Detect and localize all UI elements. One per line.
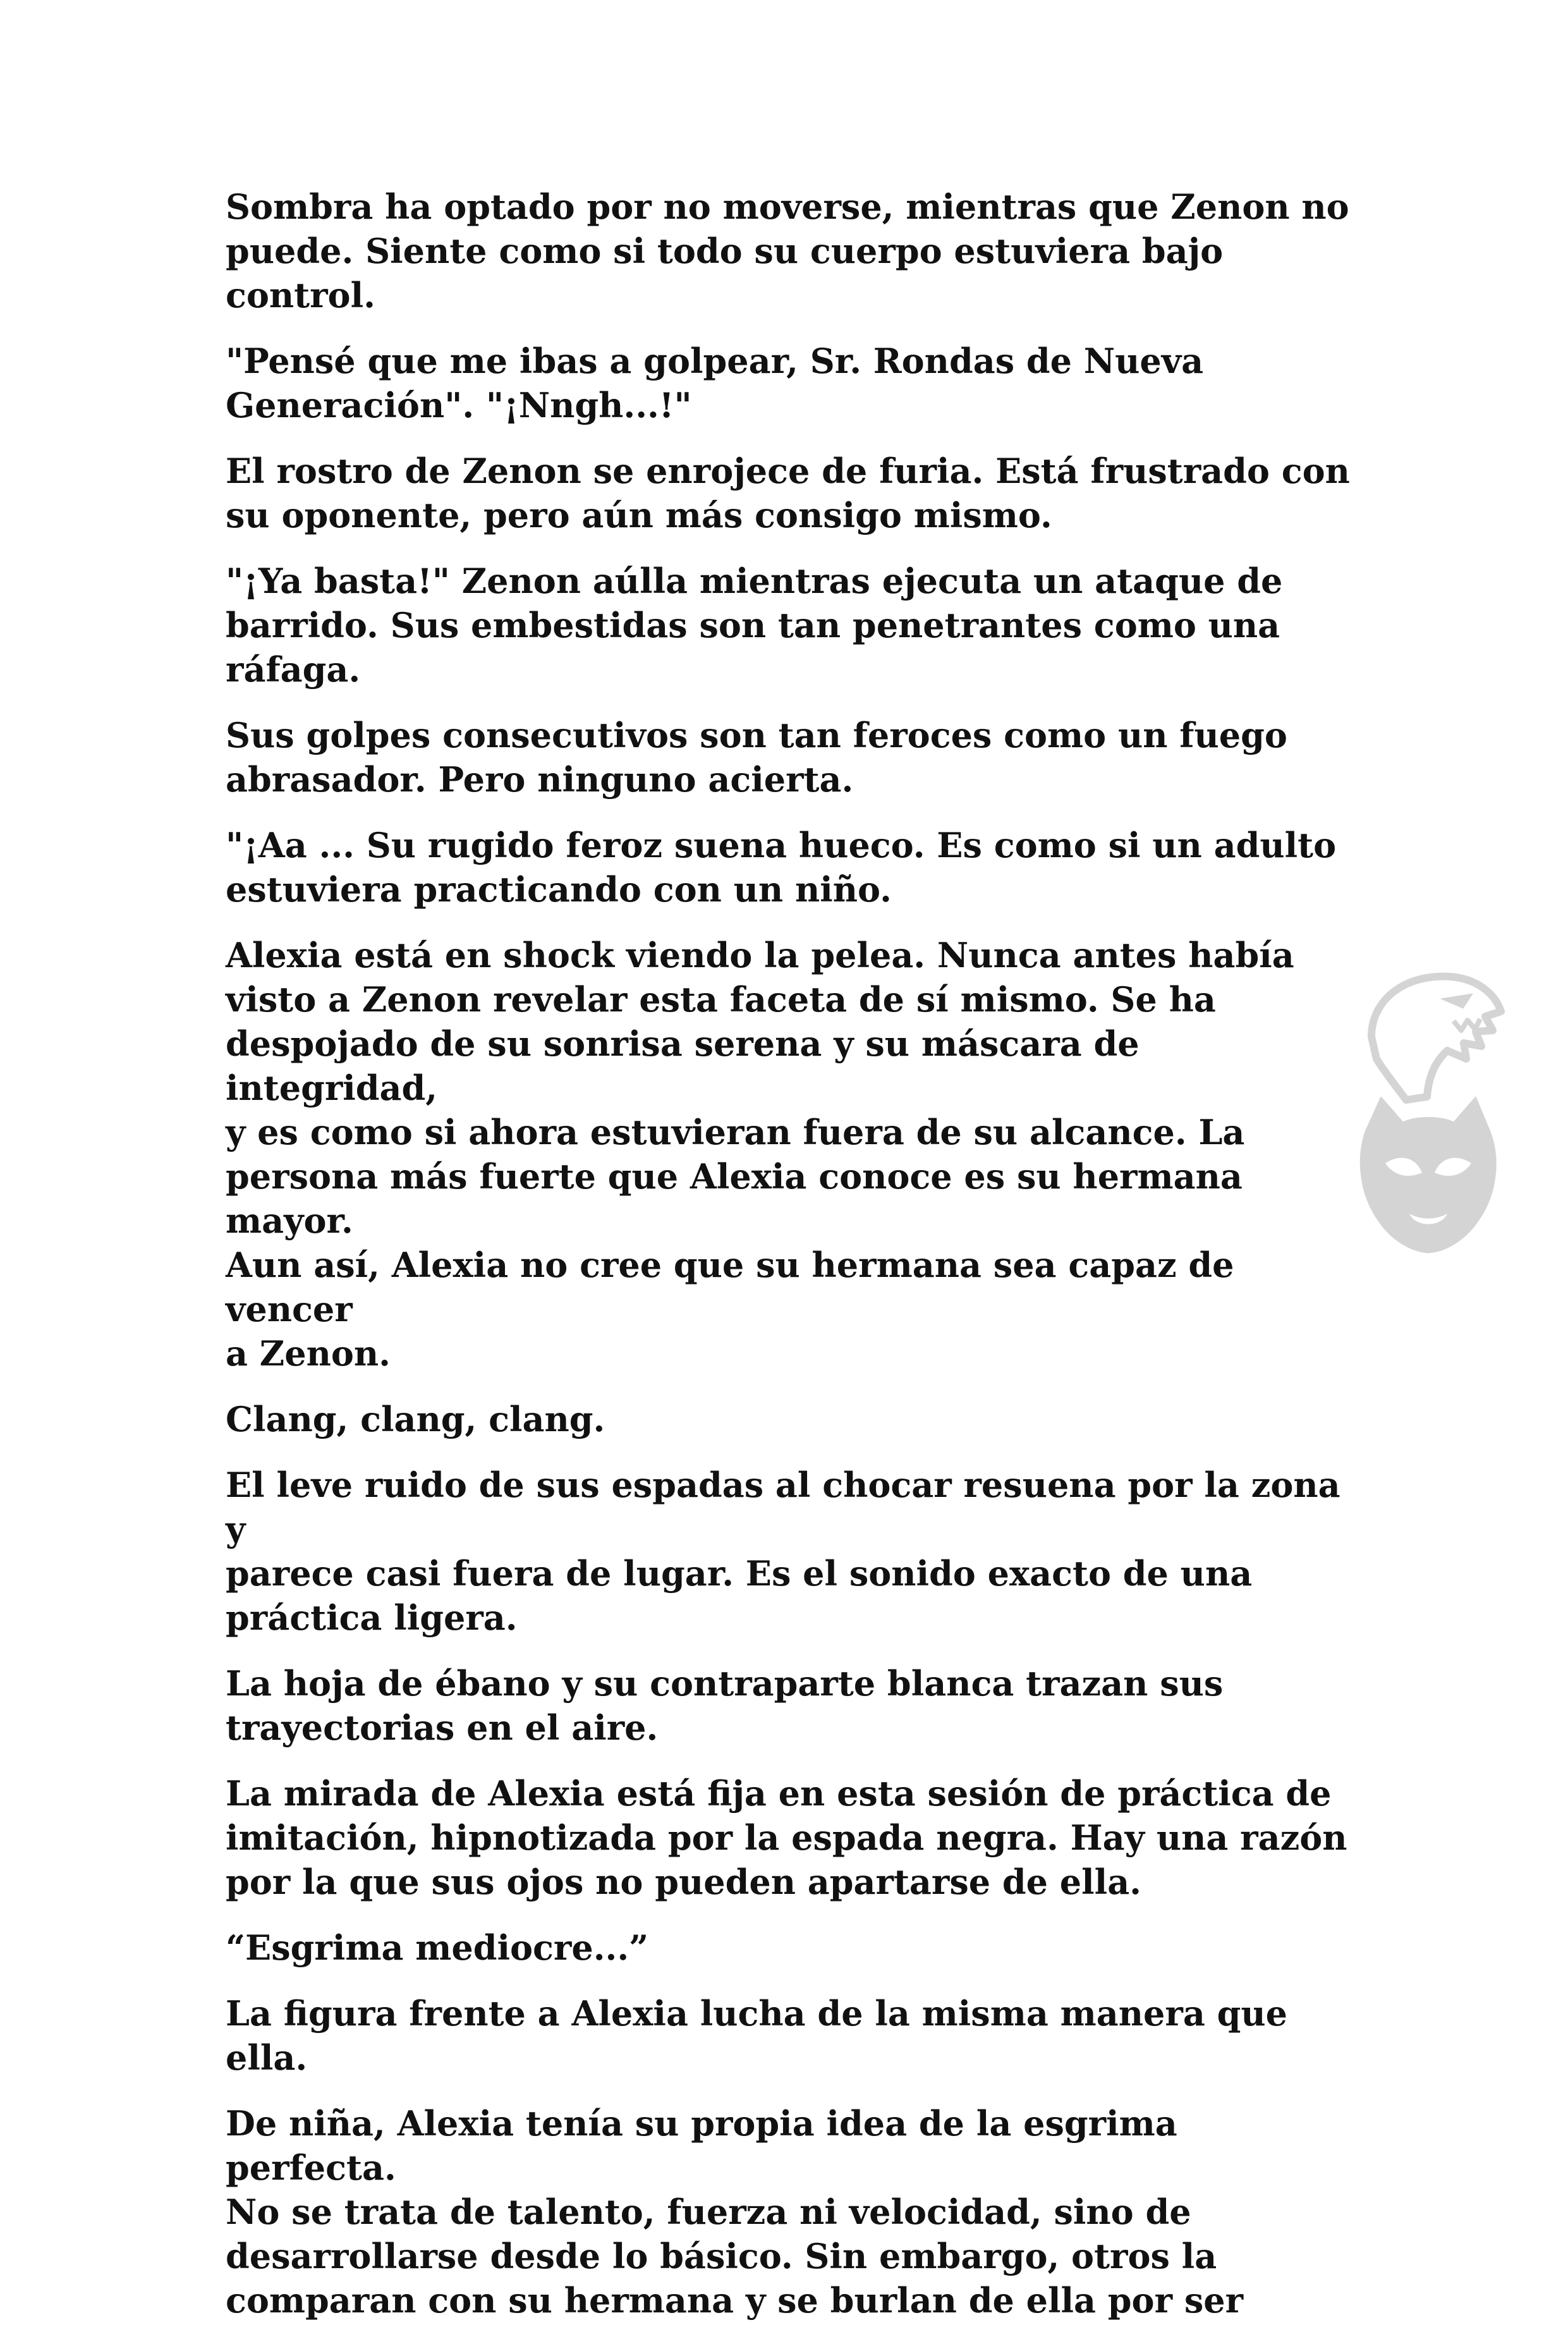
paragraph-3: El rostro de Zenon se enrojece de furia. Está frustrado con su oponente, pero aún más consigo mismo. [226,451,1350,535]
paragraph-7: Alexia está en shock viendo la pelea. Nunca antes había visto a Zenon revelar esta faceta de sí mismo. Se ha despojado de su sonrisa serena y su máscara de integridad, y es como si ahora estuvieran fuera de su alcance. La persona más fuerte que Alexia conoce es su hermana mayor. Aun así, Alexia no cree que su hermana sea capaz de vencer a Zenon. [226,935,1294,1374]
paragraph-5: Sus golpes consecutivos son tan feroces como un fuego abrasador. Pero ninguno acierta. [226,715,1287,800]
paragraph-13: La figura frente a Alexia lucha de la misma manera que ella. [226,1993,1287,2078]
dinosaur-devil-watermark-icon [1346,942,1510,1271]
paragraph-12: “Esgrima mediocre...” [226,1927,649,1968]
paragraph-14: De niña, Alexia tenía su propia idea de la esgrima perfecta. No se trata de talento, fuerza ni velocidad, sino de desarrollarse desde lo básico. Sin embargo, otros la comparan con su hermana y se burlan de ella por ser [226,2103,1244,2321]
body-text [226,185,1357,2344]
paragraph-4: "¡Ya basta!" Zenon aúlla mientras ejecuta un ataque de barrido. Sus embestidas son tan penetrantes como una ráfaga. [226,561,1283,690]
paragraph-8: Clang, clang, clang. [226,1399,605,1439]
paragraph-10: La hoja de ébano y su contraparte blanca trazan sus trayectorias en el aire. [226,1663,1224,1748]
paragraph-1: Sombra ha optado por no moverse, mientras que Zenon no puede. Siente como si todo su cuerpo estuviera bajo control. [226,186,1349,315]
paragraph-9: El leve ruido de sus espadas al chocar resuena por la zona y parece casi fuera de lugar. Es el sonido exacto de una práctica ligera. [226,1465,1340,1638]
paragraph-2: "Pensé que me ibas a golpear, Sr. Rondas de Nueva Generación". "¡Nngh...!" [226,341,1204,425]
paragraph-11: La mirada de Alexia está fija en esta sesión de práctica de imitación, hipnotizada por la espada negra. Hay una razón por la que sus ojos no pueden apartarse de ella. [226,1773,1347,1902]
paragraph-6: "¡Aa ... Su rugido feroz suena hueco. Es como si un adulto estuviera practicando con un niño. [226,825,1337,910]
